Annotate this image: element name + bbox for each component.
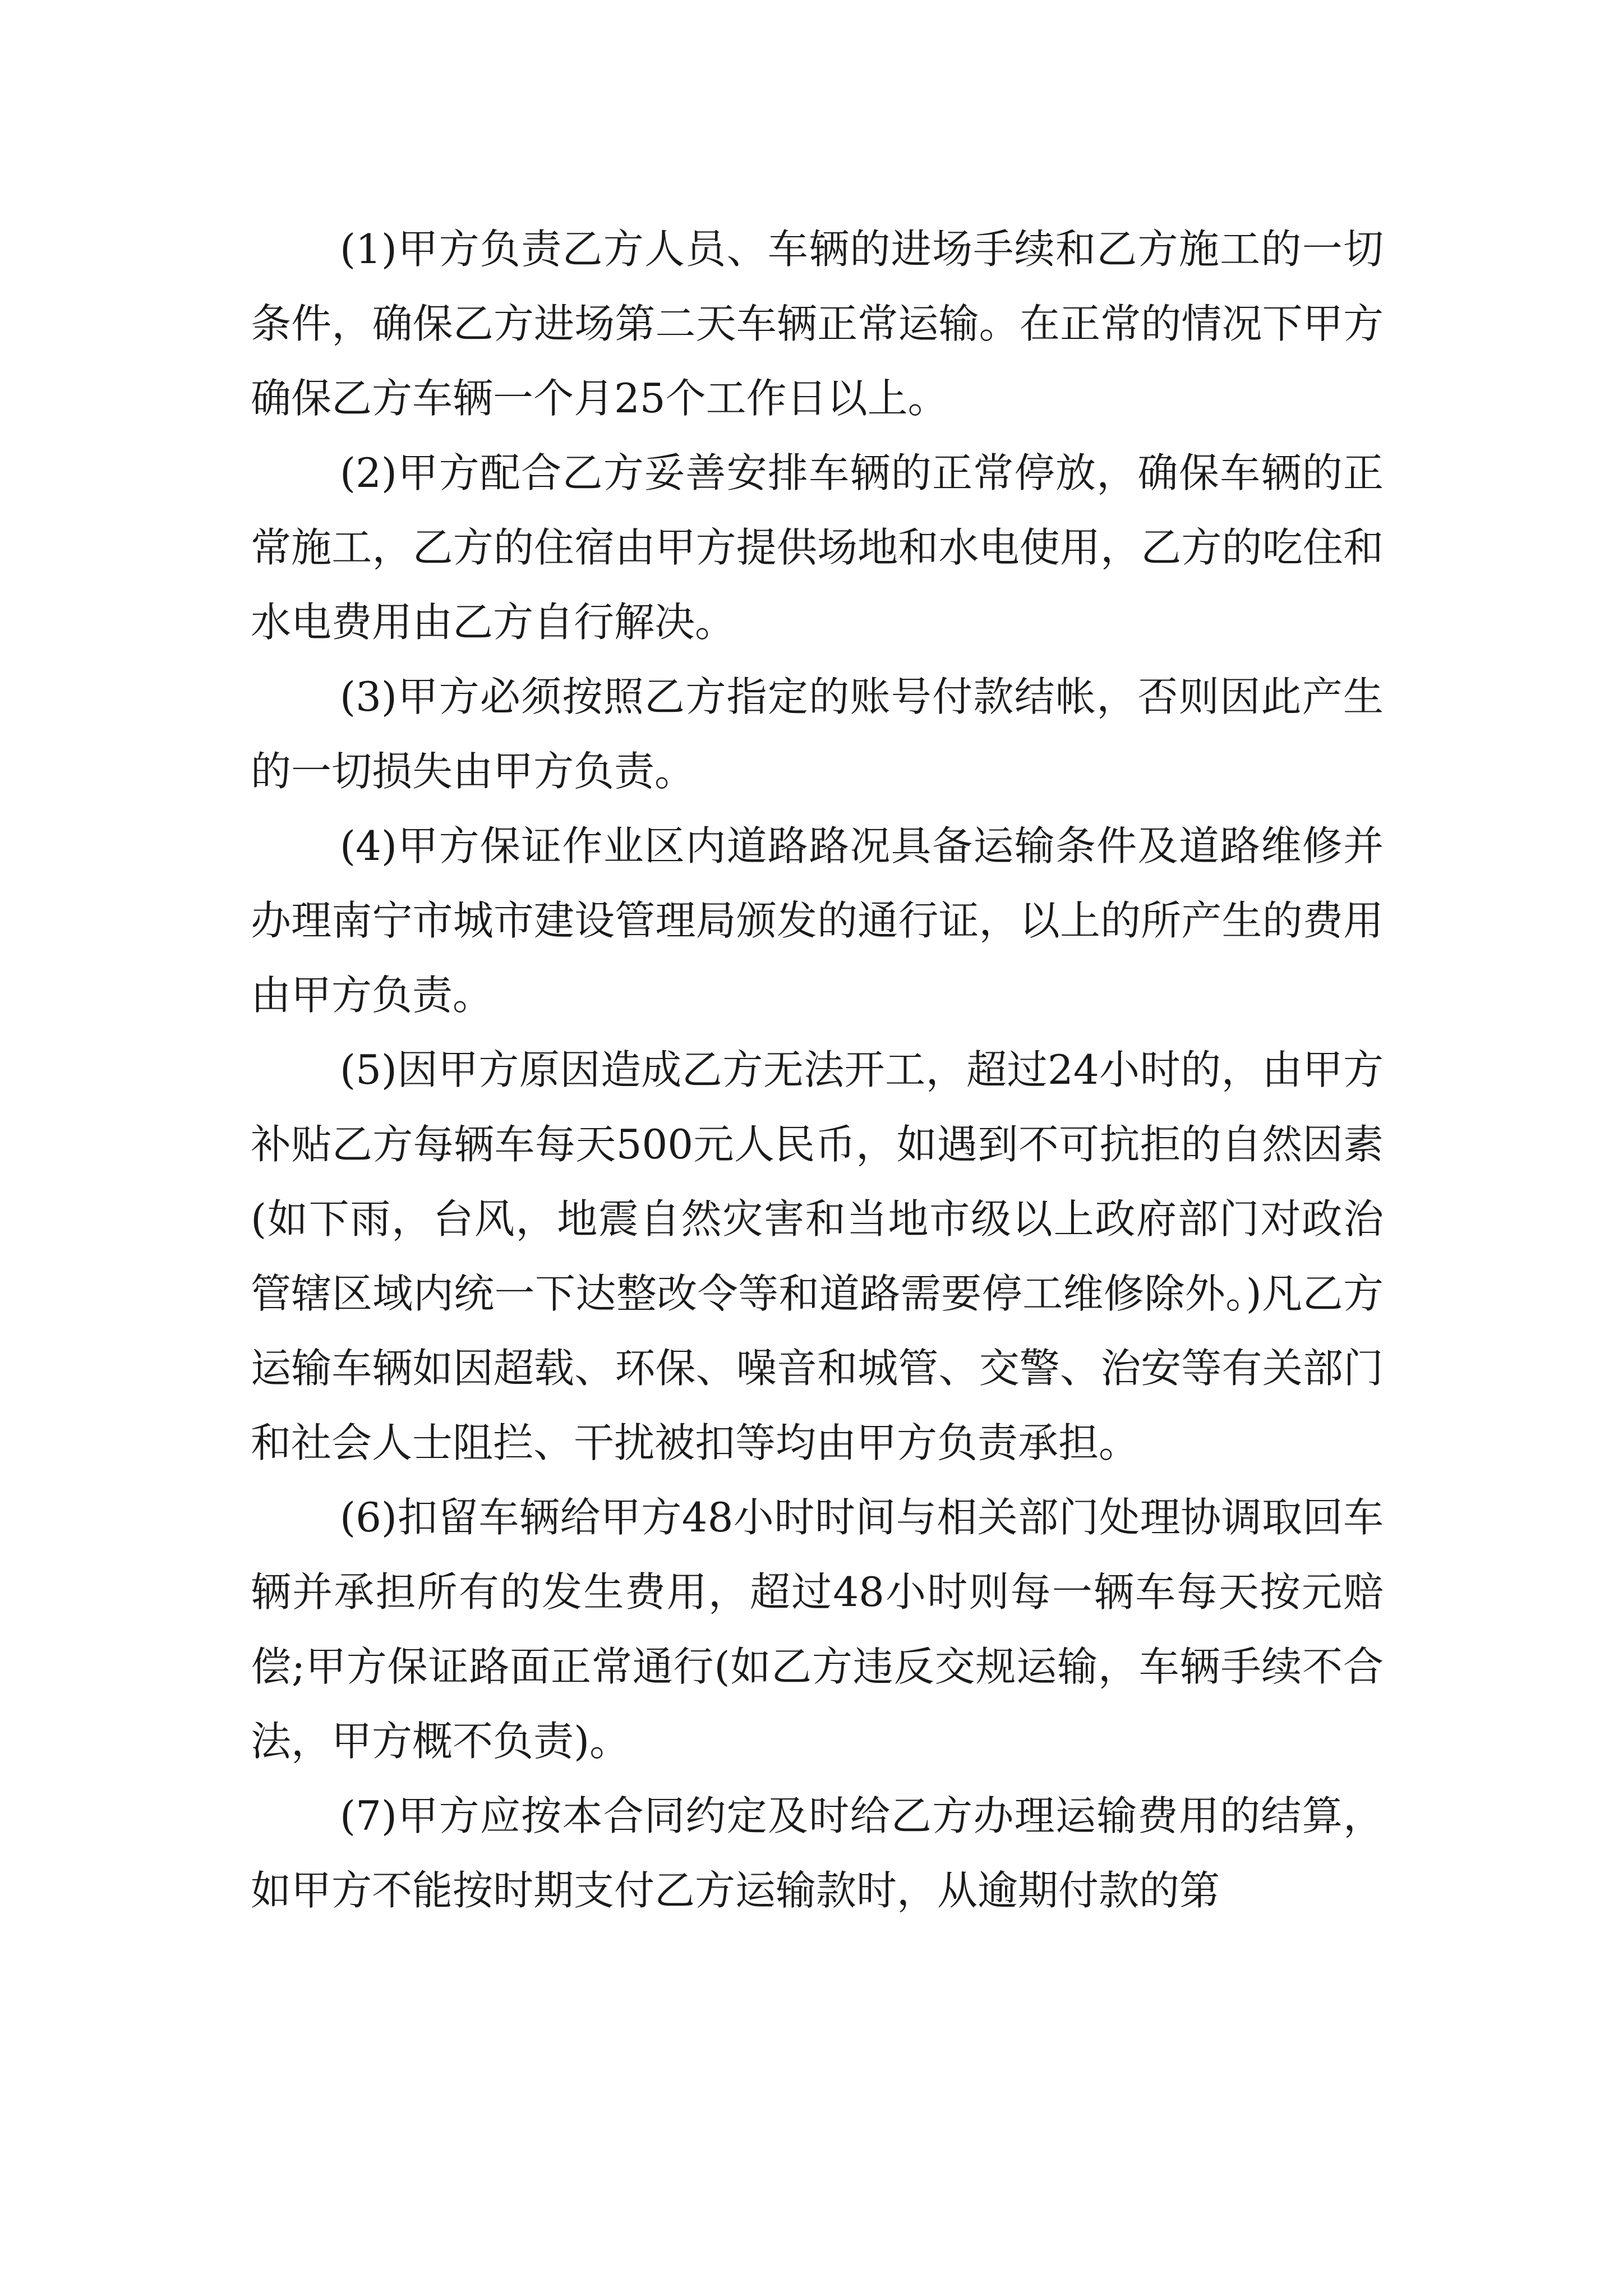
contract-body: [251, 212, 1384, 1928]
clause-7: (7)甲方应按本合同约定及时给乙方办理运输费用的结算，如甲方不能按时期支付乙方运输款时，从逾期付款的第: [251, 1792, 1384, 1914]
clause-6: (6)扣留车辆给甲方48小时时间与相关部门处理协调取回车辆并承担所有的发生费用，超过48小时则每一辆车每天按元赔偿;甲方保证路面正常通行(如乙方违反交规运输，车辆手续不合法，甲方概不负责)。: [251, 1494, 1384, 1765]
clause-4: (4)甲方保证作业区内道路路况具备运输条件及道路维修并办理南宁市城市建设管理局颁发的通行证，以上的所产生的费用由甲方负责。: [251, 822, 1384, 1019]
clause-3: (3)甲方必须按照乙方指定的账号付款结帐，否则因此产生的一切损失由甲方负责。: [251, 673, 1384, 795]
clause-1: (1)甲方负责乙方人员、车辆的进场手续和乙方施工的一切条件，确保乙方进场第二天车辆正常运输。在正常的情况下甲方确保乙方车辆一个月25个工作日以上。: [251, 226, 1384, 422]
clause-2: (2)甲方配合乙方妥善安排车辆的正常停放，确保车辆的正常施工，乙方的住宿由甲方提供场地和水电使用，乙方的吃住和水电费用由乙方自行解决。: [251, 449, 1384, 646]
clause-5: (5)因甲方原因造成乙方无法开工，超过24小时的，由甲方补贴乙方每辆车每天500元人民币，如遇到不可抗拒的自然因素(如下雨，台风，地震自然灾害和当地市级以上政府部门对政治管辖区域内统一下达整改令等和道路需要停工维修除外。)凡乙方运输车辆如因超载、环保、噪音和城管、交警、治安等有关部门和社会人士阻拦、干扰被扣等均由甲方负责承担。: [251, 1046, 1384, 1466]
